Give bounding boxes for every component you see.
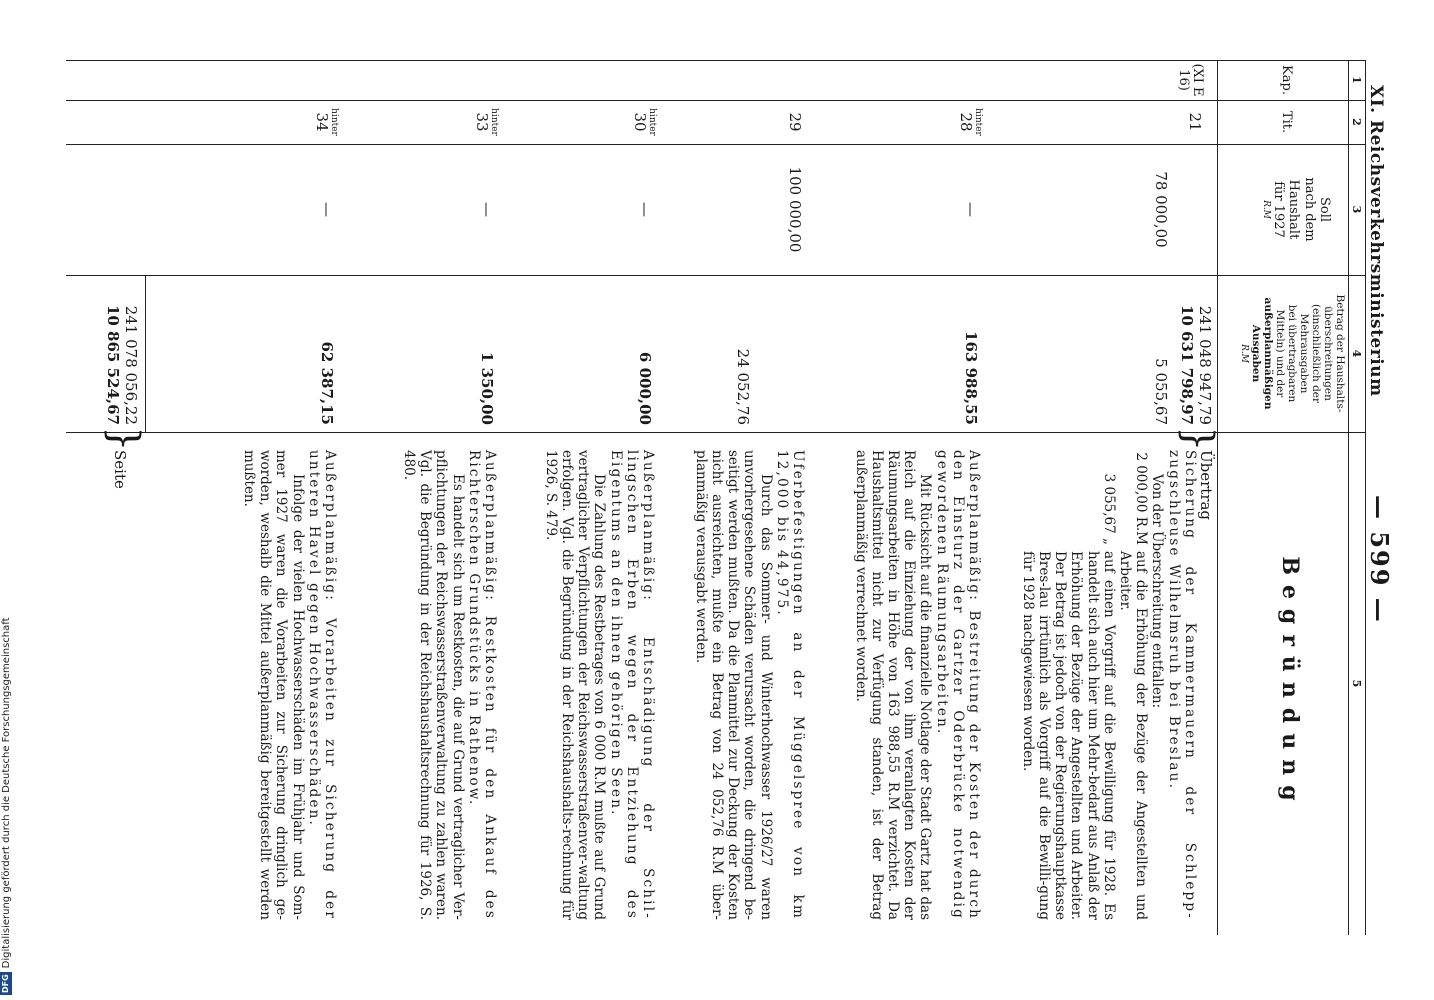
header-betrag (1239, 275, 1346, 432)
row-soll: 78 000,00 (1152, 171, 1170, 248)
row-tit (475, 100, 498, 144)
item-21-a-text: auf die Erhöhung der Bezüge der Angestellten und Arbeiter. (1116, 551, 1150, 920)
table-left-border (66, 60, 1366, 61)
tit-value: 33 (473, 112, 491, 132)
soll-line: nach dem (1301, 177, 1317, 242)
row-amount: 1 350,00 (478, 351, 496, 425)
title-28: Außerplanmäßig: Bestreitung der Kosten der durch den Einsturz der Gartzer Oderbrücke notwendig gewordenen Räumungsarbeiten. (933, 450, 982, 920)
body-33: Es handelt sich um Restkosten, die auf Grund vertraglicher Ver-pflichtungen der Reichswasserstraßenverwaltung zu zahlen waren. Vgl. die Begründung in der Reichshaushaltsrechnung für 1926, S. 480. (400, 450, 466, 920)
tit-prefix: hinter (647, 108, 657, 136)
tit-value: 28 (957, 112, 975, 132)
row-tit (959, 100, 982, 144)
header-tit: Tit. (1279, 110, 1294, 134)
row-amount: 62 387,15 (318, 341, 336, 425)
body-29: Durch das Sommer- und Winterhochwasser 1926/27 waren unvorhergesehene Schäden verursacht worden, die dringend be-seitigt werden mußten. Da die Planmittel zur Deckung der Kosten nicht ausreichten, mußte ein Betrag von 24 052,76 R.M über-planmäßig verausgabt werden. (692, 450, 774, 920)
title-33: Außerplanmäßig: Restkosten für den Ankauf des Richterschen Grundstücks in Rathenow. (465, 450, 498, 920)
row-amount: 24 052,76 (734, 348, 752, 425)
row-amount: 6 000,00 (636, 351, 654, 425)
row-tit: 29 (786, 112, 804, 132)
begr-text-21 (1020, 450, 1214, 920)
title-30: Außerplanmäßig: Entschädigung der Schil-lingschen Erben wegen der Entziehung des Eigentums an den ihnen gehörigen Seen. (607, 450, 656, 920)
col-sep-soll-betrag (66, 275, 1366, 276)
row-amount-carry-1: 241 048 947,79 (1196, 305, 1214, 425)
col-number-4: 4 (1350, 349, 1363, 358)
row-amount: 5 055,67 (1152, 358, 1170, 425)
tit-prefix: hinter (973, 108, 983, 136)
begr-text-34 (241, 450, 338, 920)
row-amount-carry-2: 10 631 798,97 (1178, 304, 1196, 425)
dfg-footer-text: Digitalisierung gefördert durch die Deutsche Forschungsgemeinschaft (1, 617, 12, 969)
soll-line: Soll (1317, 196, 1332, 223)
betrag-line: Mehrausgaben (1297, 313, 1310, 394)
page-number: — 599 — (1365, 495, 1394, 624)
row-soll: — (962, 202, 980, 217)
tit-prefix: hinter (329, 108, 339, 136)
betrag-line: überschreitungen (1321, 306, 1334, 401)
header-soll (1260, 144, 1332, 275)
totals-brace: } (101, 426, 147, 452)
betrag-line: (einschließlich der (1309, 303, 1322, 404)
row-soll: — (478, 202, 496, 217)
header-kap: Kap. (1279, 65, 1294, 95)
table-top-rule (1365, 60, 1366, 935)
budget-table (66, 60, 1366, 935)
header-begruendung: Begründung (1277, 556, 1303, 811)
betrag-unit: R.M (1239, 344, 1250, 363)
begr-text-28 (852, 450, 982, 920)
header-bottom-rule (1217, 60, 1218, 935)
total-carry-2: 10 865 524,67 (104, 304, 122, 425)
soll-unit: R.M (1260, 200, 1271, 219)
total-carry-1: 241 078 056,22 (122, 305, 140, 425)
row-tit (633, 100, 656, 144)
row-soll: 100 000,00 (786, 166, 804, 253)
tit-prefix: hinter (489, 108, 499, 136)
begr-text-30 (543, 450, 656, 920)
totals-rule (145, 275, 146, 432)
col-number-3: 3 (1350, 205, 1363, 214)
seite-label: Seite (111, 450, 129, 489)
item-21-b (1020, 450, 1117, 920)
tit-value: 34 (313, 112, 331, 132)
uebertrag-label: Übertrag (1197, 450, 1215, 521)
col-number-2: 2 (1350, 118, 1363, 126)
dfg-logo: DFG (1, 974, 10, 993)
begr-text-33 (401, 450, 498, 920)
row-tit: 21 (1186, 112, 1204, 132)
row-tit (315, 100, 338, 144)
betrag-line: Mitteln) und der (1273, 309, 1286, 398)
col-number-1: 1 (1350, 76, 1363, 84)
row-amount: 163 988,55 (962, 331, 980, 425)
text-21-line1: Von der Überschreitung entfallen: (1149, 474, 1166, 709)
item-21-b-amount: 3 055,67 „ (1100, 473, 1117, 545)
betrag-bold-line: außerplanmäßigen (1261, 297, 1274, 410)
dfg-footer-text-wrap (0, 600, 14, 995)
row-kap: (XI E 16) (1176, 63, 1205, 97)
item-21-b-text: auf einen Vorgriff auf die Bewilligung für 1928. Es handelt sich auch hier um Mehr-bedarf aus Anlaß der Erhöhung der Bezüge der Angestellten und Arbeiter. Der Betrag ist jedoch von der Regierungshauptkasse Bres-lau irrtümlich als Vorgriff auf die Bewilli-gung für 1928 nachgewiesen worden. (1019, 551, 1117, 920)
carry-brace: } (1175, 426, 1221, 452)
tit-value: 30 (631, 112, 649, 132)
title-21: Sicherung der Kammermauern der Schlepp-zugschleuse Wilhelmsruh bei Breslau. (1165, 450, 1198, 920)
col-sep-betrag-begr (66, 432, 1366, 433)
column-number-rule (1348, 60, 1349, 935)
betrag-line: bei übertragbaren (1285, 304, 1298, 403)
body-30: Die Zahlung des Restbetrages von 6 000 R.M mußte auf Grund vertraglicher Verpflichtungen der Reichswasserstraßenver-waltung erfolgen. Vgl. die Begründung in der Reichshaushalts-rechnung für 1926, S. 479. (542, 450, 608, 920)
title-34: Außerplanmäßig: Vorarbeiten zur Sicherung der unteren Havel gegen Hochwasserschäden. (305, 450, 338, 920)
col-sep-tit-soll (66, 144, 1366, 145)
body-34: Infolge der vielen Hochwasserschäden im Frühjahr und Som-mer 1927 waren die Vorarbeiten zur Sicherung dringlich ge-worden, weshalb die Mittel außerplanmäßig bereitgestellt werden mußten. (240, 450, 306, 920)
col-number-5: 5 (1350, 679, 1363, 688)
dfg-footer (0, 600, 14, 995)
item-21-a (1117, 450, 1149, 920)
row-soll: — (636, 202, 654, 217)
betrag-bold-line: Ausgaben (1249, 324, 1262, 383)
row-soll: — (318, 202, 336, 217)
col-sep-kap-tit (66, 100, 1366, 101)
body-28: Mit Rücksicht auf die finanzielle Notlage der Stadt Gartz hat das Reich auf die Einziehung der von ihm veranlagten Kosten der Räumungsarbeiten in Höhe von 163 988,55 R.M verzichtet. Da Haushaltsmittel nicht zur Verfügung standen, ist der Betrag außerplanmäßig verrechnet worden. (852, 450, 934, 920)
soll-line: Haushalt (1286, 179, 1302, 240)
betrag-line: Betrag der Haushalts- (1334, 294, 1346, 413)
ministry-header: XI. Reichsverkehrsministerium (1366, 85, 1386, 397)
item-21-a-amount: 2 000,00 R.M (1133, 452, 1150, 545)
soll-line: für 1927 (1271, 181, 1287, 238)
title-29: Uferbefestigungen an der Müggelspree von km 12,000 bis 44,975. (773, 450, 806, 920)
begr-text-29 (693, 450, 806, 920)
